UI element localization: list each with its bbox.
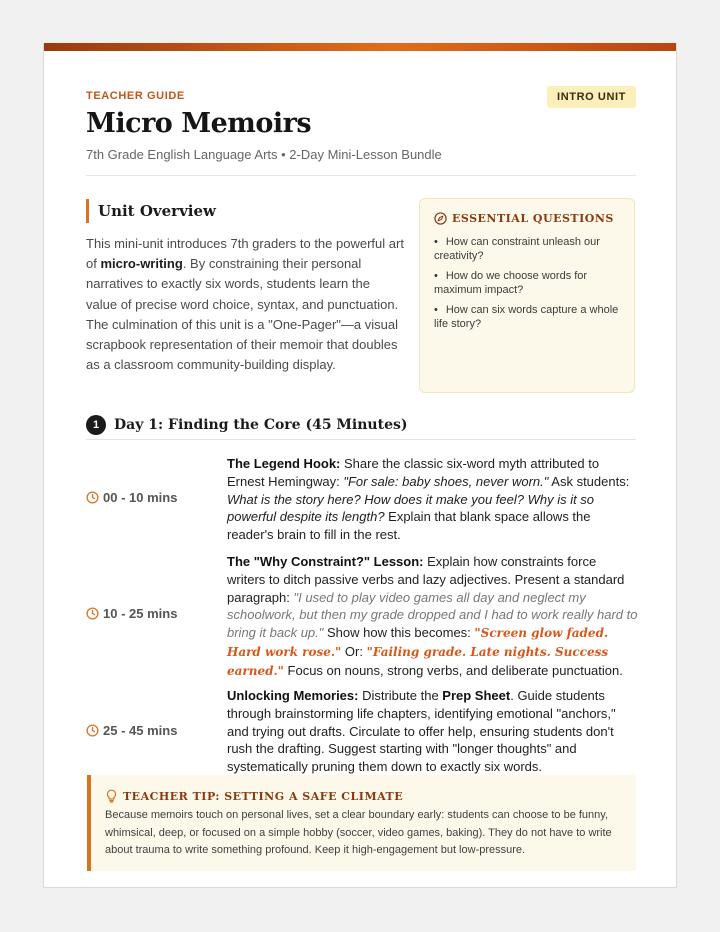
essential-questions-heading xyxy=(434,212,620,225)
compass-icon xyxy=(434,212,447,225)
teacher-tip-callout xyxy=(87,775,636,871)
time-label: 25 - 45 mins xyxy=(103,723,178,738)
lightbulb-icon xyxy=(105,789,118,803)
guide-page xyxy=(43,43,677,888)
activity-title: Unlocking Memories: xyxy=(227,688,359,703)
activity-text: Explain that blank space allows the reader's brain to fill in the rest. xyxy=(227,509,591,543)
list-item: • How do we choose words for maximum impact? xyxy=(434,269,620,297)
activity-text: . Guide students through brainstorming life chapters, identifying emotional "anchors," and trying out drafts. Circulate to offer help, ensuring students don't rush the drafting. Suggest starting with "longer thoughts" and systematically pruning them down to exactly six words. xyxy=(227,688,616,775)
activity-description xyxy=(227,687,638,776)
clock-icon xyxy=(86,491,99,504)
activity-description xyxy=(227,455,638,544)
question-list xyxy=(434,235,620,331)
accent-bar xyxy=(44,43,676,51)
eyebrow-label: TEACHER GUIDE xyxy=(86,90,185,102)
overview-text-part: . By constraining their personal narratives to exactly six words, students learn the value of precise word choice, syntax, and punctuation. The culmination of this unit is a "One-Pager"—a visual scrapbook representation of their memoir that doubles as a classroom community-building display. xyxy=(86,256,399,373)
list-item: • How can constraint unleash our creativity? xyxy=(434,235,620,263)
activity-text: Distribute the xyxy=(358,688,443,703)
schedule-row xyxy=(86,687,636,777)
essential-questions-box xyxy=(419,198,635,393)
schedule-row xyxy=(86,455,636,543)
activity-text: Or: xyxy=(341,643,367,659)
example-paragraph: "I used to play video games all day and neglect my schoolwork, but then my grade dropped and I had to work really hard to bring it back up." xyxy=(227,589,638,641)
time-label: 00 - 10 mins xyxy=(103,490,178,505)
overview-bold-term: micro-writing xyxy=(100,256,183,272)
example-six-words: "Failing grade. Late nights. Success earned." xyxy=(227,644,609,678)
overview-heading: Unit Overview xyxy=(86,199,404,223)
header xyxy=(86,90,636,162)
clock-icon xyxy=(86,607,99,620)
schedule-row xyxy=(86,553,636,677)
activity-text: Ask students: xyxy=(548,473,630,489)
activity-text: Show how this becomes: xyxy=(323,625,475,641)
time-slot xyxy=(86,490,216,505)
day-title: Day 1: Finding the Core (45 Minutes) xyxy=(114,416,408,433)
day-1-heading xyxy=(86,414,636,440)
tip-heading xyxy=(105,789,622,803)
page-subtitle: 7th Grade English Language Arts • 2-Day Mini-Lesson Bundle xyxy=(86,147,442,162)
activity-title: The "Why Constraint?" Lesson: xyxy=(227,554,424,569)
example-six-words: "Screen glow faded. Hard work rose." xyxy=(227,626,609,659)
time-label: 10 - 25 mins xyxy=(103,606,178,621)
day-number-badge: 1 xyxy=(86,415,106,435)
clock-icon xyxy=(86,724,99,737)
question-text: What is the story here? How does it make you feel? Why is it so powerful despite its length? xyxy=(227,491,595,525)
tip-text: Because memoirs touch on personal lives, set a clear boundary early: students can choose to be funny, whimsical, deep, or focused on a simple hobby (soccer, video games, baking). They do not have to write about trauma to write something profound. Keep it high-engagement but low-pressure. xyxy=(105,809,612,856)
quote-text: "For sale: baby shoes, never worn." xyxy=(343,473,549,489)
page-title: Micro Memoirs xyxy=(86,108,312,139)
unit-overview xyxy=(86,199,404,375)
activity-title: The Legend Hook: xyxy=(227,456,341,471)
overview-text xyxy=(86,234,404,375)
time-slot xyxy=(86,723,216,738)
prep-sheet-term: Prep Sheet xyxy=(442,688,511,703)
overview-text-part: This mini-unit introduces 7th graders to the powerful art of xyxy=(86,236,404,272)
unit-badge: INTRO UNIT xyxy=(547,86,636,108)
activity-text: Focus on nouns, strong verbs, and deliberate punctuation. xyxy=(283,662,623,678)
list-item: • How can six words capture a whole life story? xyxy=(434,303,620,331)
activity-text: Share the classic six-word myth attributed to Ernest Hemingway: xyxy=(227,456,600,489)
activity-text: Explain how constraints force writers to ditch passive verbs and lazy adjectives. Present a standard paragraph: xyxy=(227,554,625,605)
tip-title: TEACHER TIP: SETTING A SAFE CLIMATE xyxy=(123,789,404,803)
activity-description xyxy=(227,553,638,681)
header-divider xyxy=(86,175,636,176)
time-slot xyxy=(86,606,216,621)
essential-questions-title: ESSENTIAL QUESTIONS xyxy=(452,212,614,225)
